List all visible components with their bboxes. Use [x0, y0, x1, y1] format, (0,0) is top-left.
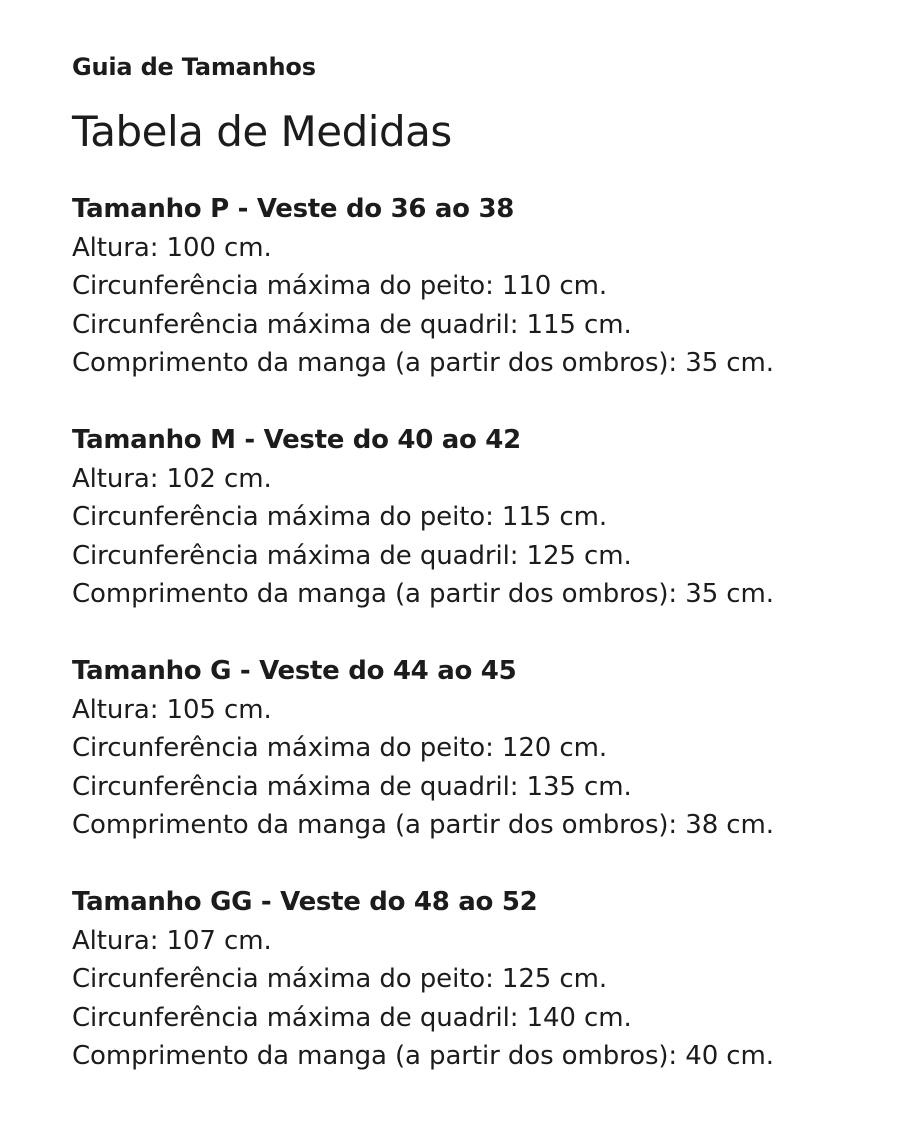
- hip-line: Circunferência máxima de quadril: 140 cm.: [72, 1002, 632, 1033]
- sleeve-line: Comprimento da manga (a partir dos ombros): 40 cm.: [72, 1041, 774, 1072]
- hip-line: Circunferência máxima de quadril: 125 cm.: [72, 540, 632, 571]
- sleeve-line: Comprimento da manga (a partir dos ombros): 35 cm.: [72, 579, 774, 610]
- size-heading: Tamanho P - Veste do 36 ao 38: [72, 194, 515, 224]
- hip-line: Circunferência máxima de quadril: 135 cm.: [72, 771, 632, 802]
- guide-title: Guia de Tamanhos: [72, 53, 316, 81]
- hip-line: Circunferência máxima de quadril: 115 cm.: [72, 309, 632, 340]
- size-block-p: [72, 190, 774, 383]
- height-line: Altura: 107 cm.: [72, 925, 272, 956]
- size-block-gg: [72, 883, 774, 1076]
- size-heading: Tamanho GG - Veste do 48 ao 52: [72, 886, 538, 917]
- size-block-g: [72, 652, 774, 845]
- table-title: Tabela de Medidas: [72, 107, 452, 156]
- size-guide: [72, 50, 774, 1076]
- height-line: Altura: 105 cm.: [72, 694, 272, 725]
- size-heading: Tamanho G - Veste do 44 ao 45: [72, 655, 517, 686]
- chest-line: Circunferência máxima do peito: 120 cm.: [72, 733, 608, 764]
- height-line: Altura: 102 cm.: [72, 463, 272, 494]
- size-heading: Tamanho M - Veste do 40 ao 42: [72, 424, 521, 455]
- sleeve-line: Comprimento da manga (a partir dos ombros): 35 cm.: [72, 348, 774, 379]
- size-block-m: [72, 421, 774, 614]
- sleeve-line: Comprimento da manga (a partir dos ombros): 38 cm.: [72, 810, 774, 841]
- height-line: Altura: 100 cm.: [72, 232, 272, 263]
- chest-line: Circunferência máxima do peito: 110 cm.: [72, 271, 608, 302]
- chest-line: Circunferência máxima do peito: 125 cm.: [72, 964, 608, 995]
- chest-line: Circunferência máxima do peito: 115 cm.: [72, 502, 608, 533]
